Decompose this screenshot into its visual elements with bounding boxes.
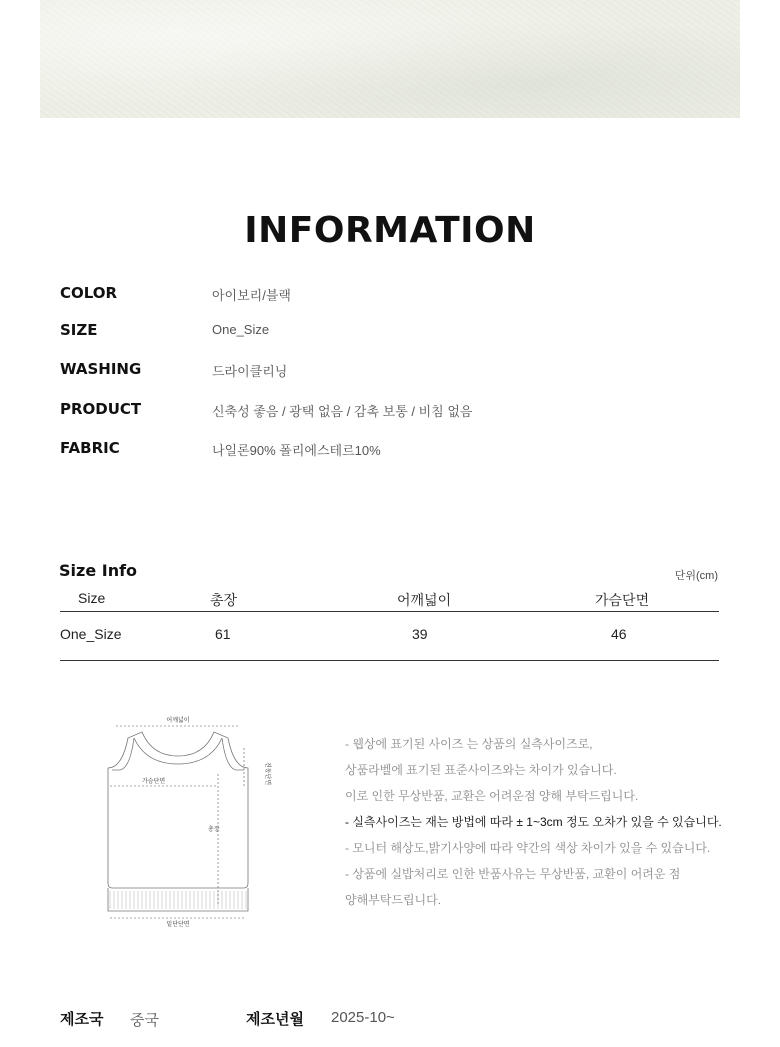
manufacture-date-label: 제조년월: [246, 1010, 304, 1028]
origin-label: 제조국: [60, 1010, 104, 1028]
row-cell-chest: 46: [611, 626, 627, 642]
product-fabric-photo: [40, 0, 740, 118]
info-label: COLOR: [60, 284, 118, 302]
manufacture-date-value: 2025-10~: [331, 1009, 395, 1026]
info-row-product: [60, 400, 720, 424]
shoulder-width-label: 어깨넓이: [166, 717, 190, 724]
info-row-size: [60, 321, 720, 345]
note-line: - 상품에 실밥처리로 인한 반품사유는 무상반품, 교환이 어려운 점: [345, 867, 681, 881]
header-cell-size: Size: [78, 590, 106, 606]
info-label: PRODUCT: [60, 400, 142, 418]
info-label: SIZE: [60, 321, 98, 339]
info-label: WASHING: [60, 360, 142, 378]
size-unit-label: 단위(cm): [674, 570, 718, 582]
info-label: FABRIC: [60, 439, 120, 457]
note-line: 양해부탁드립니다.: [345, 893, 442, 907]
info-value: 신축성 좋음 / 광택 없음 / 감촉 보통 / 비침 없음: [212, 404, 473, 419]
size-info-title: Size Info: [59, 561, 138, 580]
table-row: [60, 614, 719, 661]
info-row-color: [60, 284, 720, 308]
info-value: One_Size: [212, 322, 270, 337]
size-table-header: [60, 588, 719, 612]
row-cell-size: One_Size: [60, 626, 122, 642]
manufacture-info: [60, 1008, 720, 1032]
info-row-washing: [60, 360, 720, 384]
row-cell-shoulder: 39: [412, 626, 428, 642]
info-value: 나일론90% 폴리에스테르10%: [212, 443, 381, 458]
info-value: 아이보리/블랙: [212, 288, 291, 303]
note-line: - 웹상에 표기된 사이즈 는 상품의 실측사이즈로,: [345, 737, 593, 751]
header-cell-length: 총장: [210, 592, 238, 608]
note-line: 이로 인한 무상반품, 교환은 어려운점 양해 부탁드립니다.: [345, 789, 639, 803]
total-length-label: 총장: [208, 826, 220, 833]
header-cell-shoulder: 어깨넓이: [397, 592, 452, 608]
armhole-label: 진동단면: [264, 762, 271, 786]
info-row-fabric: [60, 439, 720, 463]
header-cell-chest: 가슴단면: [595, 592, 650, 608]
size-notes: [345, 736, 745, 918]
origin-value: 중국: [130, 1012, 159, 1029]
hem-width-label: 밑단단면: [166, 921, 190, 928]
chest-width-label: 가슴단면: [142, 778, 166, 785]
info-value: 드라이클리닝: [212, 364, 288, 379]
row-cell-length: 61: [215, 626, 231, 642]
vest-measurement-diagram: [96, 708, 271, 933]
note-line-emphasis: - 실측사이즈는 재는 방법에 따라 ± 1~3cm 정도 오차가 있을 수 있습니다.: [345, 815, 722, 829]
information-title: INFORMATION: [244, 210, 536, 251]
note-line: - 모니터 해상도,밝기사양에 따라 약간의 색상 차이가 있을 수 있습니다.: [345, 841, 711, 855]
note-line: 상품라벨에 표기된 표준사이즈와는 차이가 있습니다.: [345, 763, 617, 777]
